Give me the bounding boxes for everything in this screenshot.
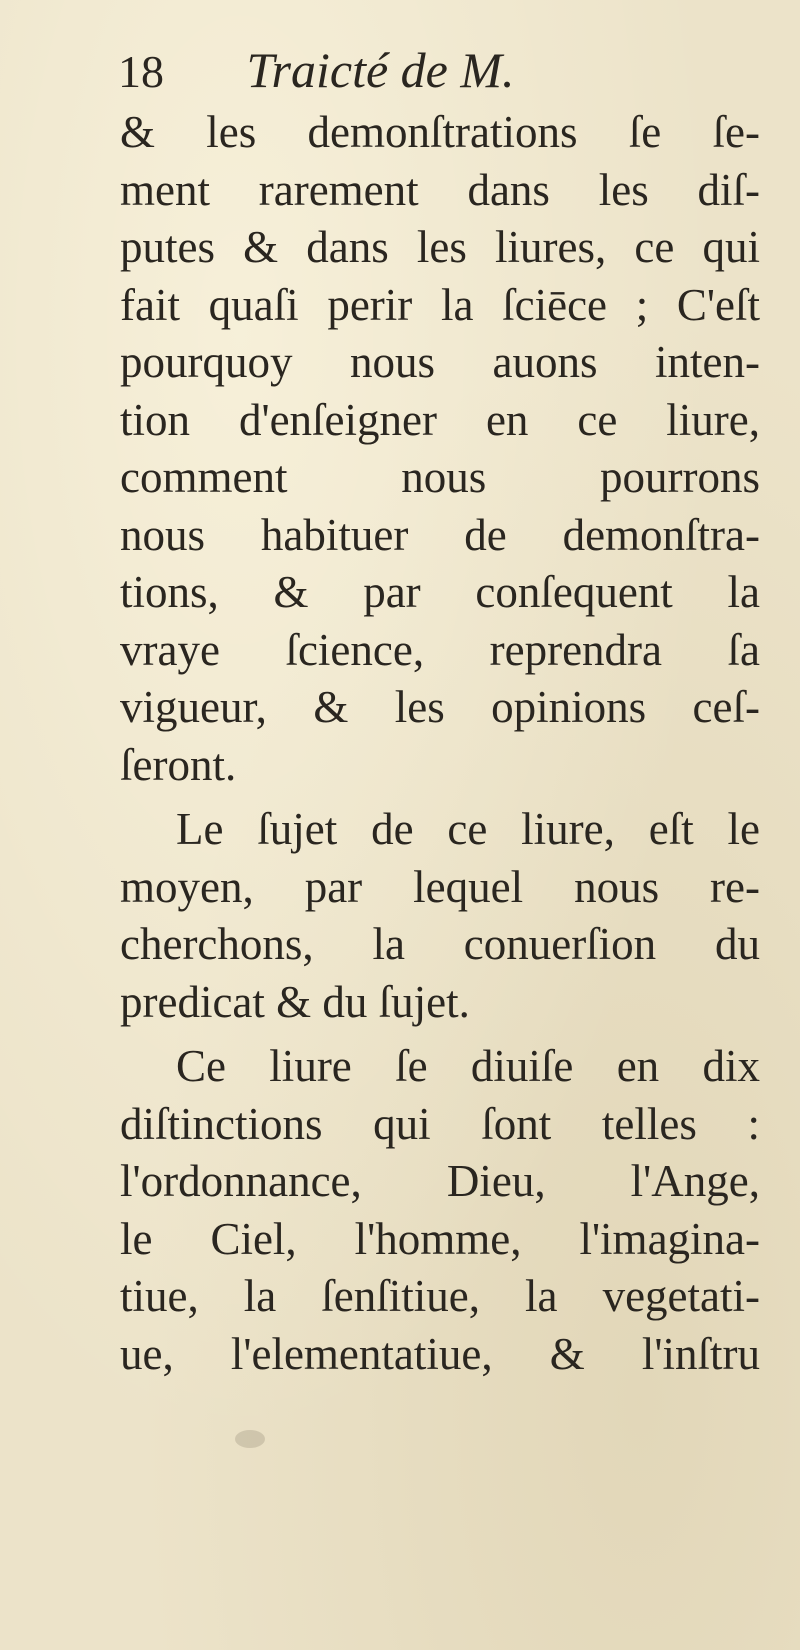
paragraph-gap — [120, 794, 760, 801]
paragraph-3 — [120, 1038, 760, 1383]
text-line: diſtinctions qui ſont telles : — [120, 1098, 760, 1149]
text-line: Le ſujet de ce liure, eſt le — [176, 804, 760, 854]
text-line: predicat & du ſujet. — [120, 976, 470, 1027]
text-line: tions, & par conſequent la — [120, 567, 760, 617]
text-line: Ce liure ſe diuiſe en dix — [176, 1041, 760, 1091]
text-line: ment rarement dans les diſ- — [120, 164, 760, 215]
text-line: moyen, par lequel nous re- — [120, 861, 760, 912]
text-line: fait quaſi perir la ſciēce ; C'eſt — [120, 279, 760, 330]
text-line: & les demonſtrations ſe ſe- — [120, 107, 760, 157]
body-text — [120, 104, 760, 1383]
text-line: ue, l'elementatiue, & l'inſtru — [120, 1328, 760, 1379]
text-line: ſeront. — [120, 739, 237, 790]
text-line: le Ciel, l'homme, l'imagina- — [120, 1213, 760, 1264]
text-line: vraye ſcience, reprendra ſa — [120, 624, 760, 675]
ink-smudge — [235, 1430, 265, 1448]
text-line: comment nous pourrons — [120, 452, 760, 502]
paragraph-2 — [120, 801, 760, 1031]
running-title: Traicté de M. — [246, 42, 515, 98]
paragraph-1 — [120, 104, 760, 794]
paragraph-gap — [120, 1031, 760, 1038]
text-line: nous habituer de demonſtra- — [120, 509, 760, 560]
text-line: l'ordonnance, Dieu, l'Ange, — [120, 1156, 760, 1206]
text-line: tiue, la ſenſitiue, la vegetati- — [120, 1271, 760, 1321]
page-number: 18 — [118, 46, 164, 97]
text-line: cherchons, la conuerſion du — [120, 919, 760, 969]
running-head — [118, 38, 738, 102]
text-line: pourquoy nous auons inten- — [120, 337, 760, 387]
text-line: tion d'enſeigner en ce liure, — [120, 394, 760, 445]
text-line: vigueur, & les opinions ceſ- — [120, 682, 760, 732]
text-line: putes & dans les liures, ce qui — [120, 222, 760, 272]
